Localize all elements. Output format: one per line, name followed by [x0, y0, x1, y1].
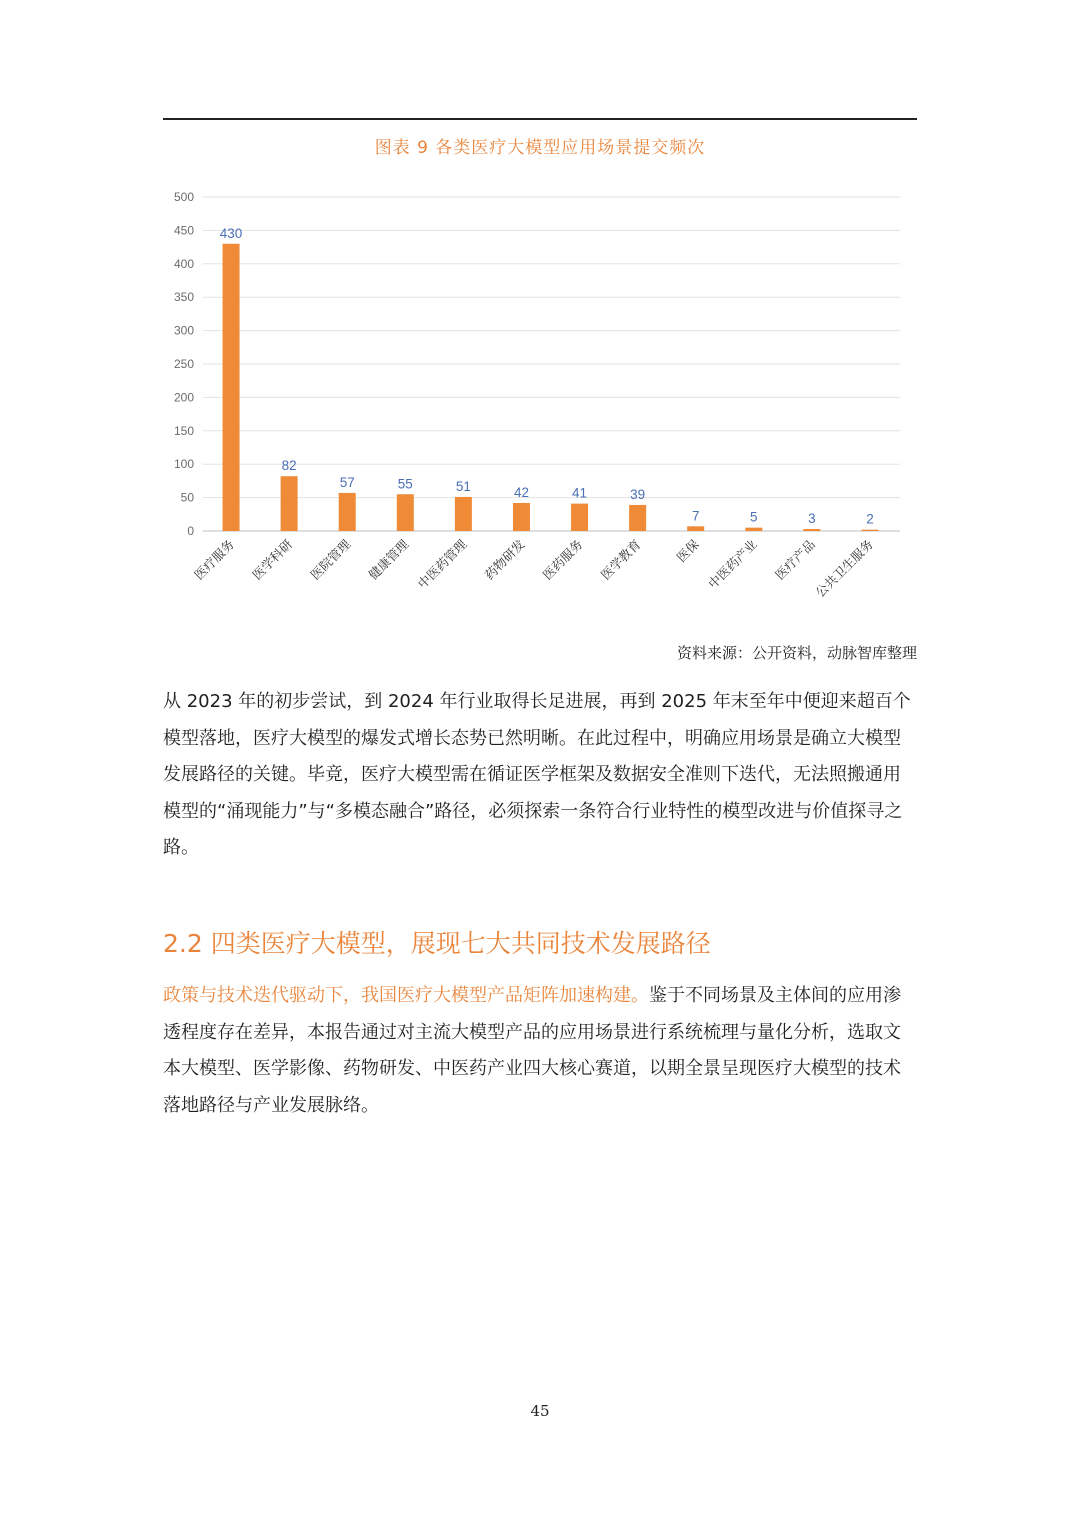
y-tick-label: 150 [173, 423, 194, 438]
x-tick-label: 医疗产品 [772, 536, 818, 583]
data-label: 55 [397, 476, 413, 492]
y-tick-label: 350 [173, 290, 194, 305]
figure-title: 图表 9 各类医疗大模型应用场景提交频次 [374, 138, 706, 158]
x-tick-label: 医院管理 [307, 536, 354, 583]
data-label: 82 [281, 458, 297, 474]
section-heading: 2.2 四类医疗大模型，展现七大共同技术发展路径 [163, 929, 711, 958]
x-tick-label: 医药服务 [539, 536, 586, 583]
data-label: 42 [513, 484, 529, 500]
y-tick-label: 0 [187, 524, 194, 538]
bar [513, 503, 530, 531]
page-number: 45 [530, 1402, 550, 1420]
x-tick-label: 中医药管理 [414, 536, 470, 592]
x-tick-label: 公共卫生服务 [812, 536, 877, 601]
x-tick-label: 医学科研 [249, 536, 296, 583]
bar-chart [160, 180, 920, 620]
y-tick-label: 300 [173, 323, 194, 338]
bar [745, 528, 762, 531]
bar [571, 504, 588, 531]
y-tick-label: 200 [173, 390, 194, 405]
bar [803, 529, 820, 531]
bar [861, 530, 878, 531]
section-paragraph [163, 978, 917, 1124]
bar [397, 494, 414, 531]
y-tick-label: 100 [173, 457, 194, 472]
bar [629, 505, 646, 531]
x-tick-label: 医疗服务 [191, 536, 238, 583]
bar [455, 497, 472, 531]
y-tick-label: 500 [173, 190, 194, 204]
x-tick-label: 健康管理 [365, 536, 412, 583]
x-tick-label: 药物研发 [481, 536, 528, 583]
bar [687, 526, 704, 531]
data-label: 430 [219, 225, 243, 241]
data-label: 51 [455, 478, 471, 494]
data-label: 39 [630, 486, 646, 502]
data-label: 7 [691, 508, 700, 524]
data-label: 41 [572, 485, 588, 501]
y-tick-label: 450 [173, 223, 194, 238]
y-tick-label: 400 [173, 256, 194, 271]
bar [223, 244, 240, 531]
x-tick-label: 医保 [673, 536, 702, 565]
top-rule [163, 118, 917, 120]
section-body: 鉴于不同场景及主体间的应用渗透程度存在差异，本报告通过对主流大模型产品的应用场景进行系统梳理与量化分析，选取文本大模型、医学影像、药物研发、中医药产业四大核心赛道，以期全景呈现医疗大模型的技术落地路径与产业发展脉络。 [163, 985, 901, 1116]
figure-source: 资料来源：公开资料，动脉智库整理 [676, 644, 917, 662]
body-paragraph: 从 2023 年的初步尝试，到 2024 年行业取得长足进展，再到 2025 年末至年中便迎来超百个模型落地，医疗大模型的爆发式增长态势已然明晰。在此过程中，明确应用场景是确立大模型发展路径的关键。毕竟，医疗大模型需在循证医学框架及数据安全准则下迭代，无法照搬通用模型的“涌现能力”与“多模态融合”路径，必须探索一条符合行业特性的模型改进与价值探寻之路。 [163, 691, 911, 858]
data-label: 3 [808, 510, 816, 526]
bar [339, 493, 356, 531]
x-tick-label: 中医药产业 [705, 536, 760, 592]
x-tick-label: 医学教育 [597, 536, 644, 583]
y-tick-label: 50 [180, 490, 194, 505]
data-label: 57 [339, 474, 355, 490]
data-label: 2 [866, 511, 874, 527]
y-tick-label: 250 [173, 357, 194, 371]
bar [281, 476, 298, 531]
section-lead: 政策与技术迭代驱动下，我国医疗大模型产品矩阵加速构建。 [163, 985, 649, 1006]
data-label: 5 [750, 509, 758, 525]
